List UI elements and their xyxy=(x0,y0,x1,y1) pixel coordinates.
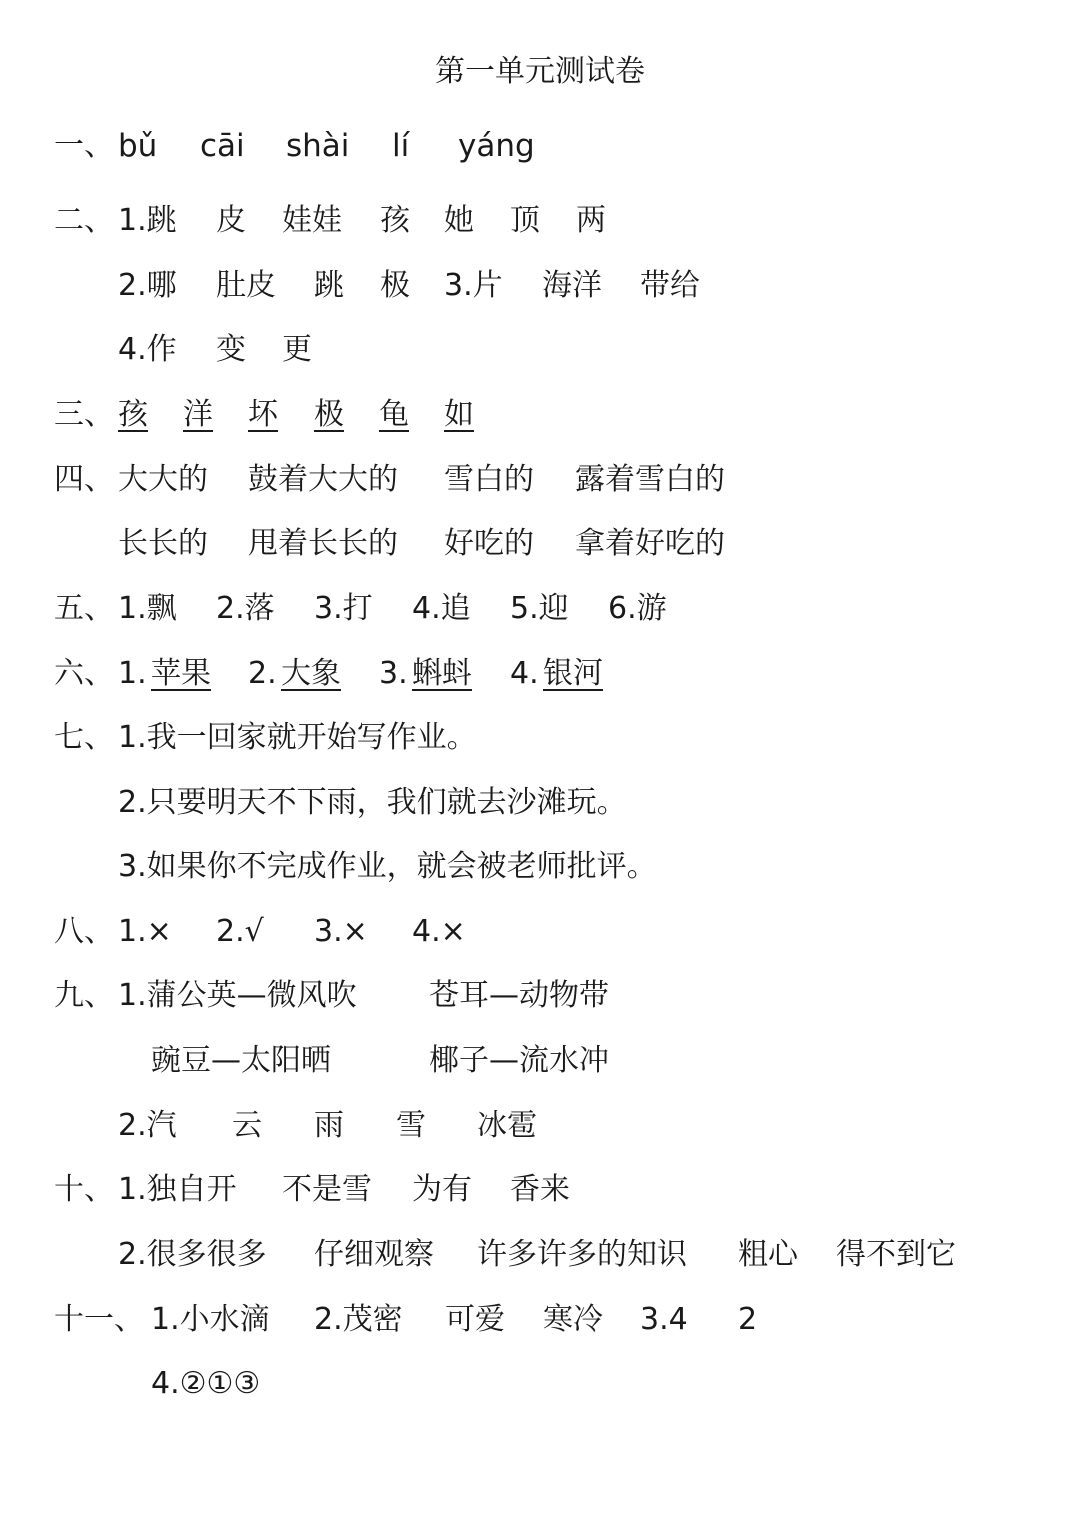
matching-answer: 椰子—流水冲 xyxy=(429,1043,609,1078)
section-9-row-1 xyxy=(54,974,1034,1018)
answer-item: 2.汽 xyxy=(118,1108,177,1143)
answer-item: 雨 xyxy=(314,1108,344,1143)
pinyin-item: yáng xyxy=(458,128,535,164)
sentence-answer: 1.我一回家就开始写作业。 xyxy=(118,720,477,755)
section-6-row xyxy=(54,652,1034,696)
answer-item: 更 xyxy=(282,332,312,367)
answer-item: 寒冷 xyxy=(543,1302,603,1337)
answer-item: 1.小水滴 xyxy=(151,1302,270,1337)
section-9-row-3 xyxy=(54,1104,1034,1148)
pinyin-item: cāi xyxy=(200,128,245,164)
answer-item: 大大的 xyxy=(118,462,208,497)
section-6-label: 六、 xyxy=(54,656,114,691)
sentence-answer: 2.只要明天不下雨，我们就去沙滩玩。 xyxy=(118,785,627,820)
answer-item: 2.茂密 xyxy=(314,1302,403,1337)
answer-item: 好吃的 xyxy=(444,526,534,561)
answer-item: 极 xyxy=(380,268,410,303)
matching-answer: 苍耳—动物带 xyxy=(429,978,609,1013)
answer-item: 拿着好吃的 xyxy=(575,526,725,561)
section-1-label: 一、 xyxy=(54,128,114,163)
answer-item: 6.游 xyxy=(608,591,667,626)
section-1-pinyin-row xyxy=(54,124,1034,168)
item-number: 1. xyxy=(118,656,147,691)
answer-item: 1.× xyxy=(118,914,172,949)
underlined-answer: 孩 xyxy=(118,397,148,432)
section-4-label: 四、 xyxy=(54,462,114,497)
answer-item: 跳 xyxy=(314,268,344,303)
section-4-row-1 xyxy=(54,458,1034,502)
underlined-answer: 大象 xyxy=(281,656,341,691)
answer-item: 皮 xyxy=(216,203,246,238)
underlined-answer: 洋 xyxy=(183,397,213,432)
page-title: 第一单元测试卷 xyxy=(435,54,645,89)
underlined-answer: 龟 xyxy=(379,397,409,432)
item-number: 2. xyxy=(248,656,277,691)
answer-item: 3.打 xyxy=(314,591,373,626)
underlined-answer: 苹果 xyxy=(151,656,211,691)
answer-item: 粗心 xyxy=(738,1237,798,1272)
answer-item: 为有 xyxy=(412,1172,472,1207)
answer-item: 2.很多很多 xyxy=(118,1237,267,1272)
section-9-row-2 xyxy=(54,1039,1034,1083)
answer-item: 她 xyxy=(444,203,474,238)
answer-item: 两 xyxy=(576,203,606,238)
section-11-label: 十一、 xyxy=(54,1302,144,1337)
answer-item: 娃娃 xyxy=(282,203,342,238)
section-7-row-2 xyxy=(54,781,1034,825)
pinyin-item: lí xyxy=(392,128,410,164)
answer-item: 2.哪 xyxy=(118,268,177,303)
pinyin-item: shài xyxy=(286,128,350,164)
section-2-row-3 xyxy=(54,328,1034,372)
underlined-answer: 坏 xyxy=(248,397,278,432)
section-8-row xyxy=(54,910,1034,954)
item-number: 4. xyxy=(510,656,539,691)
answer-item: 4.× xyxy=(412,914,466,949)
answer-item: 得不到它 xyxy=(836,1237,956,1272)
matching-answer: 1.蒲公英—微风吹 xyxy=(118,978,357,1013)
section-10-row-2 xyxy=(54,1233,1034,1277)
answer-item: 孩 xyxy=(380,203,410,238)
answer-item: 2.√ xyxy=(216,914,264,949)
section-2-row-1 xyxy=(54,199,1034,243)
sentence-answer: 3.如果你不完成作业，就会被老师批评。 xyxy=(118,849,657,884)
answer-item: 顶 xyxy=(510,203,540,238)
answer-item: 甩着长长的 xyxy=(248,526,398,561)
item-number: 3. xyxy=(379,656,408,691)
answer-item: 1.飘 xyxy=(118,591,177,626)
answer-item: 海洋 xyxy=(542,268,602,303)
answer-item: 雪 xyxy=(396,1108,426,1143)
section-2-row-2 xyxy=(54,264,1034,308)
answer-item: 3.4 xyxy=(640,1302,688,1337)
answer-item: 4.作 xyxy=(118,332,177,367)
answer-item: 露着雪白的 xyxy=(575,462,725,497)
underlined-answer: 银河 xyxy=(543,656,603,691)
section-5-row xyxy=(54,587,1034,631)
answer-item: 鼓着大大的 xyxy=(248,462,398,497)
section-8-label: 八、 xyxy=(54,914,114,949)
section-9-label: 九、 xyxy=(54,978,114,1013)
section-7-label: 七、 xyxy=(54,720,114,755)
underlined-answer: 如 xyxy=(444,397,474,432)
section-11-row-1 xyxy=(54,1298,1034,1342)
answer-item: 4.追 xyxy=(412,591,471,626)
answer-item: 仔细观察 xyxy=(314,1237,434,1272)
answer-item: 雪白的 xyxy=(444,462,534,497)
section-7-row-1 xyxy=(54,716,1034,760)
section-4-row-2 xyxy=(54,522,1034,566)
answer-item: 4.②①③ xyxy=(151,1366,261,1401)
underlined-answer: 极 xyxy=(314,397,344,432)
section-10-label: 十、 xyxy=(54,1172,114,1207)
matching-answer: 豌豆—太阳晒 xyxy=(151,1043,331,1078)
section-5-label: 五、 xyxy=(54,591,114,626)
answer-item: 许多许多的知识 xyxy=(477,1237,687,1272)
underlined-answer: 蝌蚪 xyxy=(412,656,472,691)
answer-item: 长长的 xyxy=(118,526,208,561)
answer-item: 变 xyxy=(216,332,246,367)
answer-item: 可爱 xyxy=(445,1302,505,1337)
answer-item: 3.片 xyxy=(444,268,503,303)
section-3-row xyxy=(54,393,1034,437)
answer-item: 冰雹 xyxy=(477,1108,537,1143)
answer-item: 3.× xyxy=(314,914,368,949)
section-7-row-3 xyxy=(54,845,1034,889)
answer-item: 2 xyxy=(738,1302,758,1337)
answer-item: 5.迎 xyxy=(510,591,569,626)
section-3-label: 三、 xyxy=(54,397,114,432)
answer-item: 云 xyxy=(232,1108,262,1143)
section-11-row-2 xyxy=(54,1362,1034,1406)
answer-item: 带给 xyxy=(640,268,700,303)
section-2-label: 二、 xyxy=(54,203,114,238)
answer-item: 2.落 xyxy=(216,591,275,626)
section-10-row-1 xyxy=(54,1168,1034,1212)
answer-item: 不是雪 xyxy=(282,1172,372,1207)
answer-item: 香来 xyxy=(510,1172,570,1207)
pinyin-item: bǔ xyxy=(118,128,158,164)
answer-item: 1.跳 xyxy=(118,203,177,238)
answer-item: 肚皮 xyxy=(216,268,276,303)
answer-item: 1.独自开 xyxy=(118,1172,237,1207)
